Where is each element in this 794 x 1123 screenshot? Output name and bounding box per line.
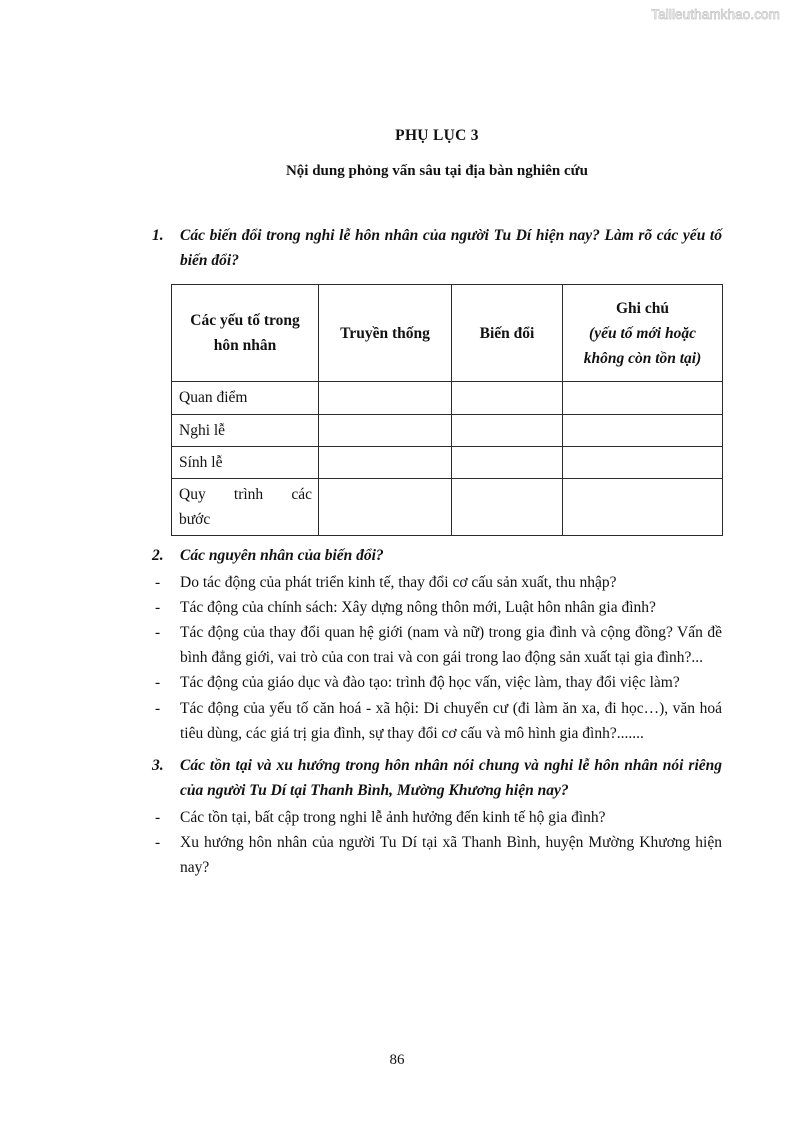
table-row-label: Sính lễ — [172, 446, 319, 478]
list-item — [152, 570, 722, 595]
list-item-text: Tác động của thay đổi quan hệ giới (nam và nữ) trong gia đình và cộng đồng? Vấn đề bình đẳng giới, vai trò của con trai và con gái trong lao động sản xuất tại gia đình?... — [180, 624, 722, 667]
list-item-text: Các tồn tại, bất cập trong nghi lễ ảnh hưởng đến kinh tế hộ gia đình? — [180, 809, 606, 827]
table-row-label: Quan điểm — [172, 382, 319, 414]
list-item-text: Tác động của chính sách: Xây dựng nông thôn mới, Luật hôn nhân gia đình? — [180, 599, 656, 617]
list-item — [152, 805, 722, 830]
dash-bullet-icon: - — [155, 699, 161, 717]
question-2-number: 2. — [152, 546, 164, 564]
question-1 — [152, 223, 722, 273]
table-header-notes-sub: (yếu tố mới hoặc không còn tồn tại) — [583, 324, 702, 367]
list-item — [152, 620, 722, 670]
document-content — [152, 126, 722, 880]
list-item — [152, 696, 722, 746]
question-1-number: 1. — [152, 227, 164, 245]
page-title: PHỤ LỤC 3 — [395, 127, 479, 144]
page-number: 86 — [389, 1052, 405, 1068]
table-header-traditional: Truyền thống — [319, 285, 452, 382]
list-item — [152, 670, 722, 695]
table-cell-notes[interactable] — [563, 478, 723, 535]
watermark-text: Tailieuthamkhao.com — [651, 7, 780, 22]
dash-bullet-icon: - — [155, 599, 161, 617]
table-row-label-line2: bước — [179, 510, 211, 528]
table-row-label: Nghi lễ — [172, 414, 319, 446]
list-item-text: Tác động của giáo dục và đào tạo: trình độ học vấn, việc làm, thay đổi việc làm? — [180, 674, 680, 692]
question-1-text: Các biến đổi trong nghi lễ hôn nhân của người Tu Dí hiện nay? Làm rõ các yếu tố biến đổi? — [180, 227, 722, 270]
table-cell-changed[interactable] — [452, 414, 563, 446]
table-cell-changed[interactable] — [452, 478, 563, 535]
table-header-notes-main: Ghi chú — [616, 299, 669, 317]
question-2-text: Các nguyên nhân của biến đổi? — [180, 546, 384, 564]
question-2 — [152, 543, 722, 568]
list-item-text: Do tác động của phát triển kinh tế, thay đổi cơ cấu sản xuất, thu nhập? — [180, 574, 617, 592]
table-row — [172, 382, 723, 414]
question-3-text: Các tồn tại và xu hướng trong hôn nhân nói chung và nghi lễ hôn nhân nói riêng của người Tu Dí tại Thanh Bình, Mường Khương hiện nay? — [180, 756, 722, 799]
table-row-label-line1: Quy trình các — [179, 485, 312, 503]
list-item-text: Xu hướng hôn nhân của người Tu Dí tại xã Thanh Bình, huyện Mường Khương hiện nay? — [180, 834, 722, 877]
dash-bullet-icon: - — [155, 674, 161, 692]
table-header-factors: Các yếu tố trong hôn nhân — [172, 285, 319, 382]
list-item — [152, 830, 722, 880]
table-header-notes — [563, 285, 723, 382]
table-cell-notes[interactable] — [563, 382, 723, 414]
table-header-row — [172, 285, 723, 382]
table-cell-traditional[interactable] — [319, 414, 452, 446]
table-cell-notes[interactable] — [563, 414, 723, 446]
factors-table — [171, 284, 723, 536]
table-cell-traditional[interactable] — [319, 446, 452, 478]
question-3 — [152, 753, 722, 803]
table-row — [172, 446, 723, 478]
dash-bullet-icon: - — [155, 809, 161, 827]
table-cell-traditional[interactable] — [319, 478, 452, 535]
dash-bullet-icon: - — [155, 574, 161, 592]
table-row — [172, 478, 723, 535]
question-3-number: 3. — [152, 756, 164, 774]
factors-table-wrapper — [171, 284, 722, 536]
page-subtitle: Nội dung phỏng vấn sâu tại địa bàn nghiên cứu — [285, 162, 589, 179]
table-header-changed: Biến đổi — [452, 285, 563, 382]
table-cell-notes[interactable] — [563, 446, 723, 478]
dash-bullet-icon: - — [155, 624, 161, 642]
list-item — [152, 595, 722, 620]
table-cell-changed[interactable] — [452, 382, 563, 414]
table-cell-changed[interactable] — [452, 446, 563, 478]
table-cell-traditional[interactable] — [319, 382, 452, 414]
dash-bullet-icon: - — [155, 834, 161, 852]
list-item-text: Tác động của yếu tố căn hoá - xã hội: Di chuyển cư (đi làm ăn xa, đi học…), văn hoá tiêu dùng, các giá trị gia đình, sự thay đổi cơ cấu và mô hình gia đình?....... — [180, 699, 722, 742]
table-row-label — [172, 478, 319, 535]
table-row — [172, 414, 723, 446]
